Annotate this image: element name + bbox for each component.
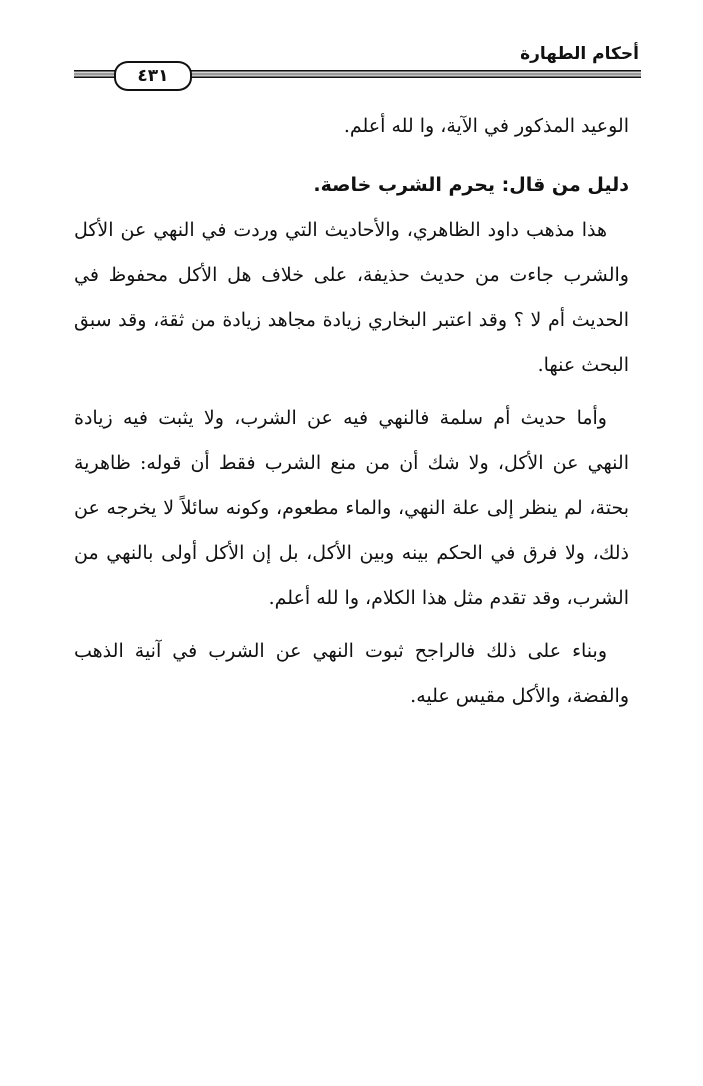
paragraph-2: وأما حديث أم سلمة فالنهي فيه عن الشرب، ولا يثبت فيه زيادة النهي عن الأكل، ولا شك أن من منع الشرب فقط أن قوله: ظاهرية بحتة، لم ينظر إلى علة النهي، والماء مطعوم، وكونه سائلاً لا يخرجه عن ذلك، ولا فرق في الحكم بينه وبين الأكل، بل إن الأكل أولى بالنهي من الشرب، وقد تقدم مثل هذا الكلام، وا لله أعلم. — [74, 407, 629, 609]
paragraph-3: وبناء على ذلك فالراجح ثبوت النهي عن الشرب في آنية الذهب والفضة، والأكل مقيس عليه. — [74, 640, 629, 707]
continuation-line: الوعيد المذكور في الآية، وا لله أعلم. — [343, 115, 629, 137]
running-header-title: أحكام الطهارة — [520, 44, 639, 64]
page-body — [74, 104, 629, 719]
section-heading: دليل من قال: يحرم الشرب خاصة. — [313, 174, 629, 196]
page-number-badge: ٤٣١ — [114, 61, 192, 91]
paragraph-1: هذا مذهب داود الظاهري، والأحاديث التي وردت في النهي عن الأكل والشرب جاءت من حديث حذيفة، على خلاف هل الأكل محفوظ في الحديث أم لا ؟ وقد اعتبر البخاري زيادة مجاهد زيادة من ثقة، وقد سبق البحث عنها. — [74, 219, 629, 376]
